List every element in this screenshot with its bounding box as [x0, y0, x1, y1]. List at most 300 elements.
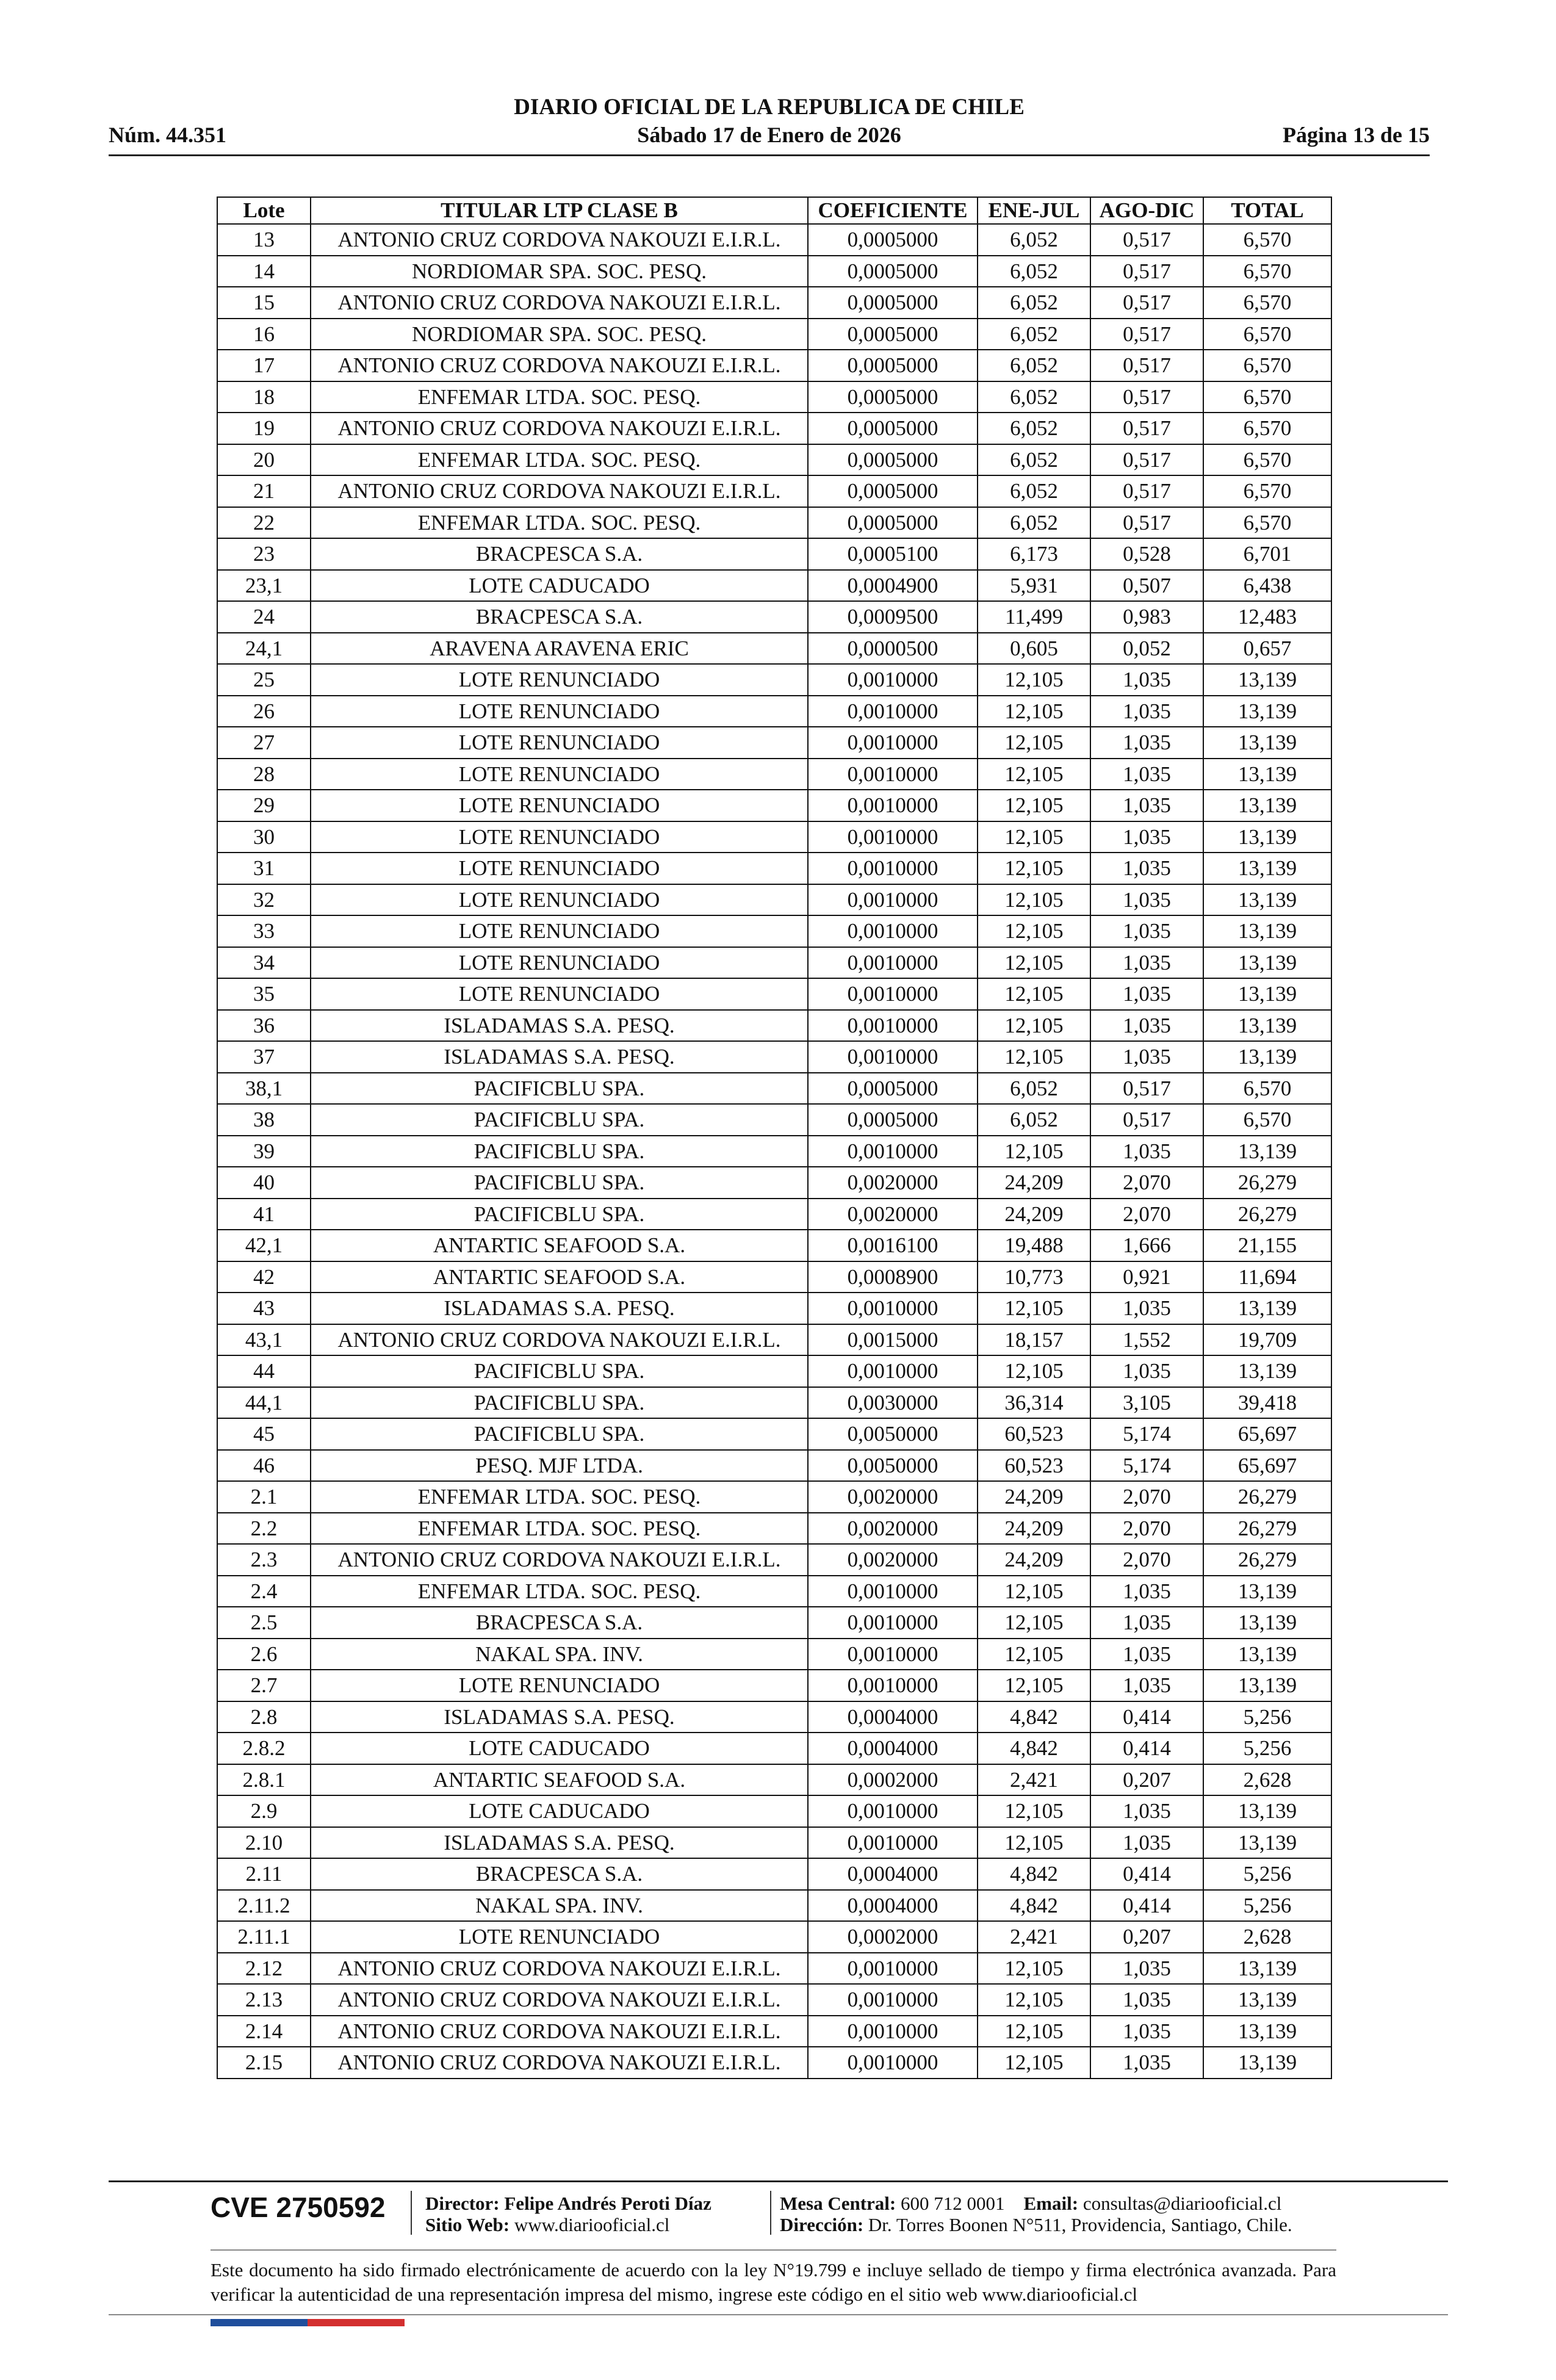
- table-cell: 0,0015000: [808, 1324, 978, 1356]
- table-cell: 0,0050000: [808, 1450, 978, 1482]
- table-cell: 24: [217, 601, 311, 633]
- table-cell: PACIFICBLU SPA.: [311, 1418, 808, 1450]
- table-cell: 12,105: [978, 727, 1090, 759]
- table-cell: 2,421: [978, 1764, 1090, 1796]
- table-row: [217, 1890, 1331, 1922]
- issue-date: Sábado 17 de Enero de 2026: [637, 123, 901, 147]
- table-cell: 6,570: [1203, 1104, 1331, 1136]
- table-cell: 12,105: [978, 1355, 1090, 1387]
- table-row: [217, 381, 1331, 413]
- table-cell: ARAVENA ARAVENA ERIC: [311, 633, 808, 665]
- table-row: [217, 224, 1331, 256]
- table-cell: LOTE RENUNCIADO: [311, 884, 808, 916]
- flag-segment: [259, 2319, 308, 2326]
- table-row: [217, 1041, 1331, 1073]
- table-cell: BRACPESCA S.A.: [311, 601, 808, 633]
- table-cell: 1,035: [1090, 696, 1203, 727]
- table-cell: 11,499: [978, 601, 1090, 633]
- table-cell: 12,483: [1203, 601, 1331, 633]
- table-cell: 13,139: [1203, 1639, 1331, 1670]
- table-cell: 0,0020000: [808, 1481, 978, 1513]
- table-cell: 13,139: [1203, 947, 1331, 979]
- table-cell: 24,209: [978, 1167, 1090, 1199]
- table-cell: 12,105: [978, 2016, 1090, 2047]
- table-cell: 38: [217, 1104, 311, 1136]
- table-cell: 33: [217, 915, 311, 947]
- table-cell: 65,697: [1203, 1450, 1331, 1482]
- table-cell: 0,0016100: [808, 1230, 978, 1261]
- table-cell: 13,139: [1203, 696, 1331, 727]
- table-row: [217, 664, 1331, 696]
- table-cell: ENFEMAR LTDA. SOC. PESQ.: [311, 381, 808, 413]
- table-cell: ENFEMAR LTDA. SOC. PESQ.: [311, 1576, 808, 1607]
- table-cell: 24,209: [978, 1513, 1090, 1545]
- table-cell: 12,105: [978, 947, 1090, 979]
- table-cell: 0,517: [1090, 319, 1203, 350]
- table-cell: 27: [217, 727, 311, 759]
- table-cell: 2.12: [217, 1953, 311, 1985]
- table-cell: 12,105: [978, 664, 1090, 696]
- table-row: [217, 570, 1331, 602]
- table-cell: 6,570: [1203, 381, 1331, 413]
- table-cell: 6,570: [1203, 444, 1331, 476]
- table-cell: 0,0005000: [808, 444, 978, 476]
- table-cell: 0,0010000: [808, 1010, 978, 1042]
- table-cell: 26,279: [1203, 1544, 1331, 1576]
- table-cell: 0,0010000: [808, 821, 978, 853]
- table-cell: 0,0005000: [808, 475, 978, 507]
- table-cell: 5,256: [1203, 1858, 1331, 1890]
- table-cell: 2.5: [217, 1607, 311, 1639]
- table-cell: 6,570: [1203, 1073, 1331, 1105]
- table-cell: 0,0010000: [808, 1355, 978, 1387]
- table-cell: PACIFICBLU SPA.: [311, 1387, 808, 1419]
- table-cell: 0,0010000: [808, 1576, 978, 1607]
- table-row: [217, 1827, 1331, 1859]
- table-cell: 0,517: [1090, 224, 1203, 256]
- table-row: [217, 727, 1331, 759]
- table-cell: 1,035: [1090, 884, 1203, 916]
- table-cell: 2.6: [217, 1639, 311, 1670]
- table-cell: BRACPESCA S.A.: [311, 538, 808, 570]
- table-cell: 26,279: [1203, 1481, 1331, 1513]
- table-cell: 0,0004000: [808, 1701, 978, 1733]
- table-row: [217, 1073, 1331, 1105]
- table-cell: ANTONIO CRUZ CORDOVA NAKOUZI E.I.R.L.: [311, 1324, 808, 1356]
- table-cell: 12,105: [978, 1827, 1090, 1859]
- table-cell: 1,035: [1090, 1607, 1203, 1639]
- table-row: [217, 1670, 1331, 1701]
- table-row: [217, 1355, 1331, 1387]
- legal-notice: Este documento ha sido firmado electrónicamente de acuerdo con la ley N°19.799 e incluye sellado de tiempo y firma electrónica avanzada. Para verificar la autenticidad de una representación impresa del mismo, ingrese este código en el sitio web www.diariooficial.cl: [211, 2259, 1336, 2305]
- table-cell: 1,035: [1090, 1984, 1203, 2016]
- table-cell: 0,0002000: [808, 1921, 978, 1953]
- table-cell: 0,0005000: [808, 507, 978, 539]
- table-cell: 5,174: [1090, 1418, 1203, 1450]
- table-cell: 0,0010000: [808, 1041, 978, 1073]
- table-cell: 1,035: [1090, 1136, 1203, 1167]
- table-row: [217, 287, 1331, 319]
- table-cell: 1,035: [1090, 1953, 1203, 1985]
- table-cell: 6,570: [1203, 413, 1331, 444]
- table-cell: 45: [217, 1418, 311, 1450]
- table-cell: ENFEMAR LTDA. SOC. PESQ.: [311, 507, 808, 539]
- table-cell: 13,139: [1203, 2016, 1331, 2047]
- table-cell: 0,414: [1090, 1858, 1203, 1890]
- table-cell: 26,279: [1203, 1199, 1331, 1230]
- table-cell: 12,105: [978, 2047, 1090, 2079]
- table-cell: 2.15: [217, 2047, 311, 2079]
- table-cell: 1,035: [1090, 1041, 1203, 1073]
- table-cell: 13,139: [1203, 1136, 1331, 1167]
- table-cell: 0,0020000: [808, 1167, 978, 1199]
- table-cell: 0,517: [1090, 1104, 1203, 1136]
- table-row: [217, 1984, 1331, 2016]
- table-cell: 12,105: [978, 696, 1090, 727]
- table-cell: 0,517: [1090, 350, 1203, 381]
- table-cell: 26: [217, 696, 311, 727]
- table-cell: 6,052: [978, 287, 1090, 319]
- table-cell: 6,052: [978, 256, 1090, 287]
- contact-line: Mesa Central: 600 712 0001 Email: consultas@diariooficial.cl: [780, 2193, 1282, 2214]
- table-row: [217, 884, 1331, 916]
- table-cell: 12,105: [978, 1795, 1090, 1827]
- table-cell: ANTARTIC SEAFOOD S.A.: [311, 1764, 808, 1796]
- website-line: Sitio Web: www.diariooficial.cl: [425, 2214, 670, 2235]
- table-cell: 2.7: [217, 1670, 311, 1701]
- table-row: [217, 2016, 1331, 2047]
- table-cell: 0,0004000: [808, 1733, 978, 1764]
- table-cell: 43: [217, 1293, 311, 1324]
- table-cell: 12,105: [978, 1576, 1090, 1607]
- table-cell: 12,105: [978, 1293, 1090, 1324]
- table-cell: 0,0000500: [808, 633, 978, 665]
- address-line: Dirección: Dr. Torres Boonen N°511, Providencia, Santiago, Chile.: [780, 2214, 1292, 2235]
- table-cell: 0,414: [1090, 1733, 1203, 1764]
- table-row: [217, 507, 1331, 539]
- website-link[interactable]: www.diariooficial.cl: [514, 2214, 670, 2235]
- table-cell: 24,209: [978, 1544, 1090, 1576]
- header-divider: [109, 154, 1430, 156]
- column-header: TITULAR LTP CLASE B: [311, 197, 808, 224]
- table-cell: 38,1: [217, 1073, 311, 1105]
- table-cell: 13,139: [1203, 759, 1331, 790]
- table-cell: PACIFICBLU SPA.: [311, 1199, 808, 1230]
- table-cell: ENFEMAR LTDA. SOC. PESQ.: [311, 1481, 808, 1513]
- table-cell: LOTE RENUNCIADO: [311, 1921, 808, 1953]
- table-cell: 12,105: [978, 1670, 1090, 1701]
- table-cell: 12,105: [978, 1136, 1090, 1167]
- table-cell: LOTE RENUNCIADO: [311, 664, 808, 696]
- table-cell: ENFEMAR LTDA. SOC. PESQ.: [311, 444, 808, 476]
- table-cell: 0,0005100: [808, 538, 978, 570]
- table-cell: 4,842: [978, 1733, 1090, 1764]
- table-cell: 21,155: [1203, 1230, 1331, 1261]
- table-cell: LOTE RENUNCIADO: [311, 978, 808, 1010]
- table-cell: 6,052: [978, 1073, 1090, 1105]
- table-row: [217, 759, 1331, 790]
- table-cell: 0,0004900: [808, 570, 978, 602]
- table-cell: 0,0005000: [808, 224, 978, 256]
- table-cell: 1,035: [1090, 821, 1203, 853]
- table-row: [217, 978, 1331, 1010]
- table-cell: NORDIOMAR SPA. SOC. PESQ.: [311, 319, 808, 350]
- table-cell: LOTE RENUNCIADO: [311, 727, 808, 759]
- table-cell: NAKAL SPA. INV.: [311, 1639, 808, 1670]
- table-row: [217, 444, 1331, 476]
- journal-title: DIARIO OFICIAL DE LA REPUBLICA DE CHILE: [514, 95, 1025, 120]
- table-cell: 41: [217, 1199, 311, 1230]
- table-row: [217, 1764, 1331, 1796]
- table-cell: 12,105: [978, 978, 1090, 1010]
- table-cell: 1,035: [1090, 1827, 1203, 1859]
- table-cell: 65,697: [1203, 1418, 1331, 1450]
- table-cell: ENFEMAR LTDA. SOC. PESQ.: [311, 1513, 808, 1545]
- table-cell: 12,105: [978, 884, 1090, 916]
- cve-code: CVE 2750592: [211, 2191, 386, 2223]
- table-cell: 1,035: [1090, 1670, 1203, 1701]
- table-cell: 21: [217, 475, 311, 507]
- table-cell: 2.14: [217, 2016, 311, 2047]
- table-cell: 1,035: [1090, 790, 1203, 821]
- table-cell: 12,105: [978, 1953, 1090, 1985]
- table-cell: 3,105: [1090, 1387, 1203, 1419]
- table-row: [217, 1010, 1331, 1042]
- table-cell: 0,983: [1090, 601, 1203, 633]
- table-cell: 40: [217, 1167, 311, 1199]
- table-cell: 0,0020000: [808, 1199, 978, 1230]
- table-row: [217, 790, 1331, 821]
- table-cell: 1,035: [1090, 759, 1203, 790]
- table-cell: ISLADAMAS S.A. PESQ.: [311, 1010, 808, 1042]
- table-cell: 13,139: [1203, 1670, 1331, 1701]
- column-header: TOTAL: [1203, 197, 1331, 224]
- table-cell: 1,035: [1090, 664, 1203, 696]
- table-cell: PACIFICBLU SPA.: [311, 1355, 808, 1387]
- table-row: [217, 1858, 1331, 1890]
- table-row: [217, 821, 1331, 853]
- table-cell: 13,139: [1203, 853, 1331, 884]
- table-cell: ANTONIO CRUZ CORDOVA NAKOUZI E.I.R.L.: [311, 2016, 808, 2047]
- table-cell: 5,256: [1203, 1701, 1331, 1733]
- table-row: [217, 1136, 1331, 1167]
- table-cell: 13,139: [1203, 884, 1331, 916]
- table-cell: 0,0020000: [808, 1544, 978, 1576]
- table-cell: 0,0010000: [808, 1293, 978, 1324]
- table-cell: 22: [217, 507, 311, 539]
- table-cell: 13: [217, 224, 311, 256]
- table-cell: 12,105: [978, 1984, 1090, 2016]
- table-cell: 16: [217, 319, 311, 350]
- table-cell: 0,517: [1090, 475, 1203, 507]
- table-cell: 6,052: [978, 350, 1090, 381]
- table-cell: 13,139: [1203, 821, 1331, 853]
- table-cell: NAKAL SPA. INV.: [311, 1890, 808, 1922]
- table-row: [217, 1418, 1331, 1450]
- table-cell: 5,174: [1090, 1450, 1203, 1482]
- table-cell: 0,052: [1090, 633, 1203, 665]
- table-cell: ISLADAMAS S.A. PESQ.: [311, 1827, 808, 1859]
- table-cell: LOTE RENUNCIADO: [311, 790, 808, 821]
- table-cell: 0,0005000: [808, 287, 978, 319]
- table-cell: LOTE CADUCADO: [311, 1733, 808, 1764]
- table-cell: 19,488: [978, 1230, 1090, 1261]
- table-cell: 2.3: [217, 1544, 311, 1576]
- table-cell: 6,570: [1203, 256, 1331, 287]
- table-cell: 15: [217, 287, 311, 319]
- table-cell: 6,438: [1203, 570, 1331, 602]
- table-cell: 0,921: [1090, 1261, 1203, 1293]
- table-cell: LOTE CADUCADO: [311, 570, 808, 602]
- table-cell: 2,070: [1090, 1167, 1203, 1199]
- table-cell: 6,052: [978, 224, 1090, 256]
- table-row: [217, 1953, 1331, 1985]
- table-cell: PACIFICBLU SPA.: [311, 1167, 808, 1199]
- table-cell: 1,035: [1090, 2016, 1203, 2047]
- table-cell: 0,0010000: [808, 947, 978, 979]
- table-row: [217, 853, 1331, 884]
- table-cell: ANTONIO CRUZ CORDOVA NAKOUZI E.I.R.L.: [311, 287, 808, 319]
- table-cell: LOTE RENUNCIADO: [311, 759, 808, 790]
- table-row: [217, 538, 1331, 570]
- table-cell: 32: [217, 884, 311, 916]
- table-cell: 10,773: [978, 1261, 1090, 1293]
- table-cell: PACIFICBLU SPA.: [311, 1073, 808, 1105]
- table-cell: 6,570: [1203, 319, 1331, 350]
- table-cell: 36: [217, 1010, 311, 1042]
- table-cell: 35: [217, 978, 311, 1010]
- table-cell: 0,0010000: [808, 1795, 978, 1827]
- table-row: [217, 1261, 1331, 1293]
- table-cell: 1,035: [1090, 1355, 1203, 1387]
- table-cell: 6,052: [978, 381, 1090, 413]
- table-row: [217, 256, 1331, 287]
- table-cell: 0,0010000: [808, 1136, 978, 1167]
- table-cell: NORDIOMAR SPA. SOC. PESQ.: [311, 256, 808, 287]
- table-cell: 1,035: [1090, 915, 1203, 947]
- table-cell: 39,418: [1203, 1387, 1331, 1419]
- table-cell: 37: [217, 1041, 311, 1073]
- table-cell: 60,523: [978, 1418, 1090, 1450]
- table-cell: 13,139: [1203, 1041, 1331, 1073]
- table-cell: 13,139: [1203, 915, 1331, 947]
- table-row: [217, 633, 1331, 665]
- table-cell: 13,139: [1203, 2047, 1331, 2079]
- table-cell: 0,0010000: [808, 915, 978, 947]
- table-cell: 2.10: [217, 1827, 311, 1859]
- table-row: [217, 1733, 1331, 1764]
- table-cell: 60,523: [978, 1450, 1090, 1482]
- table-cell: LOTE RENUNCIADO: [311, 696, 808, 727]
- table-cell: 0,0010000: [808, 790, 978, 821]
- table-cell: 0,0005000: [808, 319, 978, 350]
- table-cell: ANTARTIC SEAFOOD S.A.: [311, 1261, 808, 1293]
- table-row: [217, 1921, 1331, 1953]
- table-cell: 0,207: [1090, 1764, 1203, 1796]
- table-cell: 20: [217, 444, 311, 476]
- table-cell: 4,842: [978, 1858, 1090, 1890]
- table-cell: ANTONIO CRUZ CORDOVA NAKOUZI E.I.R.L.: [311, 2047, 808, 2079]
- table-cell: 2.8.2: [217, 1733, 311, 1764]
- table-row: [217, 1795, 1331, 1827]
- email-link[interactable]: consultas@diariooficial.cl: [1082, 2193, 1282, 2214]
- table-cell: 0,207: [1090, 1921, 1203, 1953]
- table-row: [217, 350, 1331, 381]
- table-cell: PESQ. MJF LTDA.: [311, 1450, 808, 1482]
- table-cell: 0,0005000: [808, 1073, 978, 1105]
- table-row: [217, 1167, 1331, 1199]
- table-cell: 23: [217, 538, 311, 570]
- table-cell: 0,517: [1090, 507, 1203, 539]
- table-cell: 39: [217, 1136, 311, 1167]
- table-cell: 0,0009500: [808, 601, 978, 633]
- table-cell: PACIFICBLU SPA.: [311, 1104, 808, 1136]
- table-row: [217, 1230, 1331, 1261]
- table-cell: 0,0004000: [808, 1890, 978, 1922]
- table-cell: 44,1: [217, 1387, 311, 1419]
- table-cell: 6,052: [978, 413, 1090, 444]
- table-cell: ISLADAMAS S.A. PESQ.: [311, 1293, 808, 1324]
- table-cell: 24,209: [978, 1199, 1090, 1230]
- flag-segment: [211, 2319, 259, 2326]
- director-line: Director: Felipe Andrés Peroti Díaz: [425, 2193, 711, 2214]
- table-cell: 1,035: [1090, 978, 1203, 1010]
- table-cell: 6,570: [1203, 475, 1331, 507]
- table-cell: 2,070: [1090, 1481, 1203, 1513]
- table-cell: 6,173: [978, 538, 1090, 570]
- table-cell: 13,139: [1203, 1607, 1331, 1639]
- table-row: [217, 1701, 1331, 1733]
- flag-segment: [308, 2319, 356, 2326]
- table-cell: 12,105: [978, 759, 1090, 790]
- table-cell: 0,0010000: [808, 664, 978, 696]
- table-cell: 5,931: [978, 570, 1090, 602]
- table-cell: 2.9: [217, 1795, 311, 1827]
- table-cell: 2,628: [1203, 1921, 1331, 1953]
- table-cell: ANTONIO CRUZ CORDOVA NAKOUZI E.I.R.L.: [311, 413, 808, 444]
- table-cell: 6,052: [978, 507, 1090, 539]
- table-cell: 0,0005000: [808, 413, 978, 444]
- table-cell: 42,1: [217, 1230, 311, 1261]
- table-cell: 18,157: [978, 1324, 1090, 1356]
- table-cell: 31: [217, 853, 311, 884]
- column-header: COEFICIENTE: [808, 197, 978, 224]
- lotes-table: [217, 197, 1332, 2079]
- table-cell: 13,139: [1203, 727, 1331, 759]
- table-cell: 0,0010000: [808, 2016, 978, 2047]
- flag-stripe: [211, 2319, 405, 2326]
- table-cell: 2.11.2: [217, 1890, 311, 1922]
- table-cell: 1,035: [1090, 727, 1203, 759]
- table-cell: 1,035: [1090, 1576, 1203, 1607]
- table-cell: ISLADAMAS S.A. PESQ.: [311, 1701, 808, 1733]
- table-cell: 26,279: [1203, 1167, 1331, 1199]
- table-cell: 12,105: [978, 853, 1090, 884]
- table-cell: 36,314: [978, 1387, 1090, 1419]
- table-row: [217, 1199, 1331, 1230]
- table-cell: 6,052: [978, 444, 1090, 476]
- table-cell: PACIFICBLU SPA.: [311, 1136, 808, 1167]
- table-cell: 0,517: [1090, 287, 1203, 319]
- table-cell: 12,105: [978, 1639, 1090, 1670]
- table-cell: 24,1: [217, 633, 311, 665]
- table-cell: ANTONIO CRUZ CORDOVA NAKOUZI E.I.R.L.: [311, 350, 808, 381]
- table-cell: 0,0010000: [808, 978, 978, 1010]
- table-cell: 1,035: [1090, 853, 1203, 884]
- footer-divider: [109, 2180, 1448, 2182]
- table-cell: 14: [217, 256, 311, 287]
- table-cell: 30: [217, 821, 311, 853]
